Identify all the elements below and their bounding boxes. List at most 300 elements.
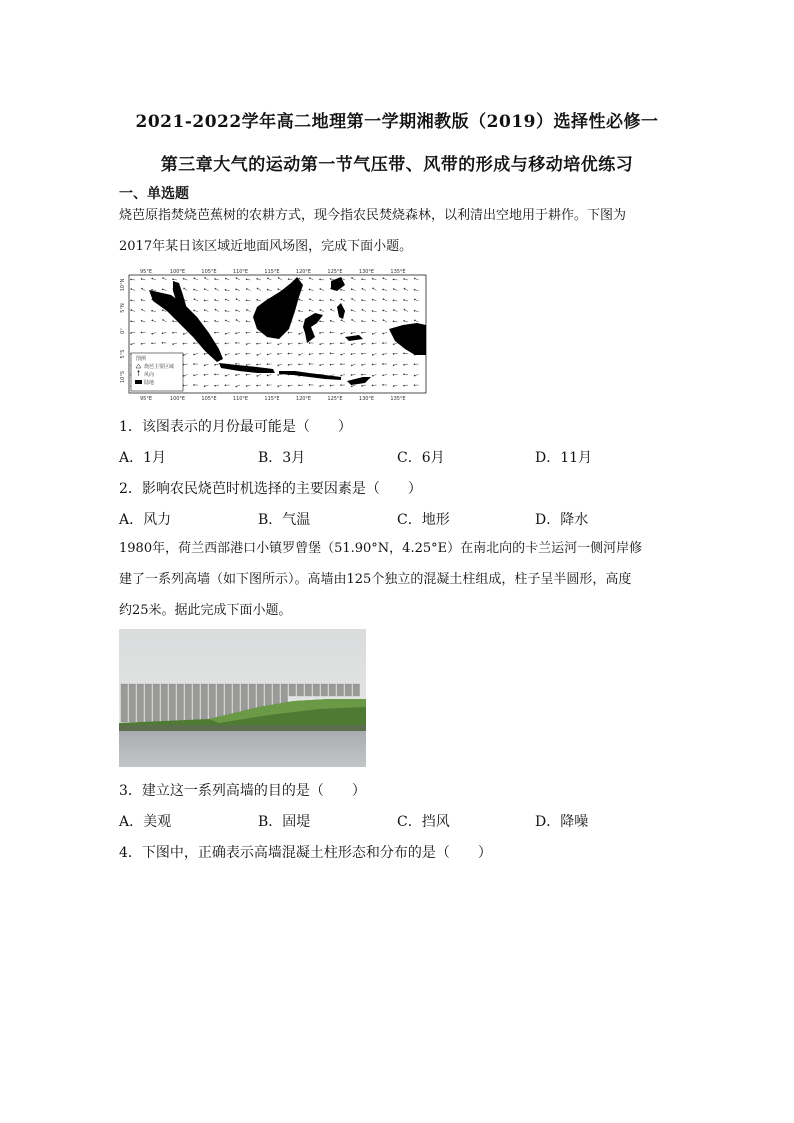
wind-field-map (119, 267, 431, 403)
concrete-pillar (337, 684, 344, 696)
wind-arrowhead (414, 299, 415, 300)
land-swatch-icon (135, 380, 142, 384)
wind-arrowhead (320, 288, 321, 289)
wind-arrowhead (351, 289, 352, 290)
wind-arrowhead (257, 288, 258, 289)
wind-arrowhead (309, 342, 310, 343)
wind-arrowhead (288, 353, 289, 354)
wind-arrowhead (404, 299, 405, 300)
wind-arrowhead (215, 309, 216, 310)
wind-arrowhead (340, 343, 341, 344)
wind-arrowhead (194, 299, 195, 300)
wind-arrowhead (215, 278, 216, 279)
question-1-option-b[interactable]: B．3月 (258, 450, 306, 466)
concrete-pillar (193, 684, 200, 722)
wind-arrowhead (204, 321, 205, 322)
wind-arrowhead (225, 375, 226, 376)
wind-arrowhead (246, 300, 247, 301)
wind-arrowhead (403, 385, 404, 386)
concrete-pillar (313, 684, 320, 696)
map-top-tick-label: 135°E (390, 269, 406, 275)
concrete-pillar (353, 684, 360, 696)
map-top-tick-label: 100°E (169, 269, 186, 275)
wind-arrowhead (152, 278, 153, 279)
wind-arrowhead (236, 278, 237, 279)
wind-arrowhead (393, 386, 394, 387)
wind-arrowhead (215, 288, 216, 289)
wind-arrowhead (320, 386, 321, 387)
map-bottom-tick-label: 110°E (232, 396, 249, 402)
wind-arrowhead (393, 344, 394, 345)
wind-arrowhead (246, 321, 247, 322)
wind-arrowhead (141, 278, 142, 279)
question-4-stem: 4．下图中，正确表示高墙混凝土柱形态和分布的是（ ） (119, 845, 492, 861)
wind-arrowhead (204, 365, 205, 366)
map-top-ticks (140, 269, 406, 275)
passage-2 (119, 533, 679, 626)
wind-arrowhead (172, 279, 173, 280)
wind-arrowhead (383, 278, 384, 279)
concrete-pillar (201, 684, 208, 722)
wind-arrowhead (246, 353, 247, 354)
wind-arrowhead (414, 278, 415, 279)
question-1-option-c[interactable]: C．6月 (397, 450, 445, 466)
concrete-pillar (305, 684, 312, 696)
passage-2-line-2: 建了一系列高墙（如下图所示）。高墙由125个独立的混凝土柱组成，柱子呈半圆形，高度 (119, 572, 632, 587)
wind-arrowhead (299, 299, 300, 300)
wind-arrowhead (256, 364, 257, 365)
map-bottom-tick-label: 120°E (295, 396, 312, 402)
concrete-pillar (145, 684, 152, 722)
wind-arrowhead (362, 309, 363, 310)
wind-arrowhead (362, 385, 363, 386)
concrete-pillar (289, 684, 296, 696)
wind-arrowhead (151, 310, 152, 311)
wind-arrowhead (162, 277, 163, 278)
passage-1-line-2: 2017年某日该区域近地面风场图，完成下面小题。 (119, 239, 413, 254)
wind-arrowhead (236, 319, 237, 320)
concrete-pillar (321, 684, 328, 696)
wind-arrowhead (131, 344, 132, 345)
wind-arrowhead (372, 310, 373, 311)
wind-arrowhead (204, 309, 205, 310)
wind-arrowhead (172, 332, 173, 333)
wind-arrowhead (351, 298, 352, 299)
wind-arrowhead (256, 343, 257, 344)
wind-arrowhead (130, 279, 131, 280)
wind-arrowhead (215, 320, 216, 321)
wind-arrowhead (330, 309, 331, 310)
wind-arrowhead (330, 320, 331, 321)
map-latitude-ticks (120, 278, 126, 383)
wind-arrowhead (235, 354, 236, 355)
wind-arrowhead (352, 319, 353, 320)
wind-arrowhead (404, 288, 405, 289)
wind-arrowhead (278, 365, 279, 366)
wind-arrowhead (288, 343, 289, 344)
question-1-stem: 1．该图表示的月份最可能是（ ） (119, 419, 352, 435)
wind-arrowhead (277, 374, 278, 375)
wind-arrowhead (235, 375, 236, 376)
wind-arrowhead (340, 289, 341, 290)
section-heading: 一、单选题 (119, 186, 189, 202)
wind-arrowhead (151, 289, 152, 290)
wind-arrowhead (288, 385, 289, 386)
wind-arrowhead (204, 353, 205, 354)
wind-arrowhead (236, 310, 237, 311)
wind-arrowhead (404, 320, 405, 321)
wind-arrowhead (362, 364, 363, 365)
wind-arrowhead (382, 384, 383, 385)
wind-arrowhead (309, 384, 310, 385)
wind-arrowhead (309, 278, 310, 279)
wind-arrowhead (362, 288, 363, 289)
wind-arrowhead (267, 364, 268, 365)
wind-arrowhead (215, 299, 216, 300)
wind-arrowhead (204, 300, 205, 301)
wind-arrowhead (236, 289, 237, 290)
wind-arrowhead (403, 353, 404, 354)
wind-arrowhead (373, 288, 374, 289)
wind-arrowhead (246, 374, 247, 375)
wind-arrowhead (141, 288, 142, 289)
wind-arrowhead (193, 343, 194, 344)
wind-arrowhead (246, 332, 247, 333)
wind-arrowhead (225, 310, 226, 311)
map-latitude-tick-label: 5°N (120, 303, 126, 313)
legend-item-burn-area: 烧芭主要区域 (144, 364, 175, 370)
wind-arrowhead (362, 320, 363, 321)
wind-arrowhead (320, 344, 321, 345)
legend-title: 图例 (136, 356, 147, 362)
concrete-pillar (329, 684, 336, 696)
wind-arrowhead (225, 278, 226, 279)
wind-arrowhead (351, 374, 352, 375)
wind-arrowhead (341, 320, 342, 321)
passage-2-line-3: 约25米。据此完成下面小题。 (119, 603, 292, 618)
question-2-stem: 2．影响农民烧芭时机选择的主要因素是（ ） (119, 481, 422, 497)
wind-arrowhead (278, 277, 279, 278)
wind-arrowhead (267, 289, 268, 290)
wind-arrowhead (257, 278, 258, 279)
wind-arrowhead (183, 278, 184, 279)
wind-arrowhead (298, 343, 299, 344)
wind-arrowhead (267, 384, 268, 385)
wind-arrowhead (225, 354, 226, 355)
wind-arrowhead (383, 310, 384, 311)
wind-arrowhead (193, 384, 194, 385)
question-2-option-a[interactable]: A．风力 (119, 512, 172, 528)
wind-arrowhead (341, 354, 342, 355)
wind-arrowhead (173, 344, 174, 345)
wind-arrowhead (393, 321, 394, 322)
wind-arrowhead (278, 289, 279, 290)
wind-arrowhead (151, 343, 152, 344)
wind-arrowhead (267, 354, 268, 355)
concrete-pillar (345, 684, 352, 696)
wind-arrowhead (393, 288, 394, 289)
wind-arrowhead (404, 278, 405, 279)
map-bottom-tick-label: 125°E (327, 396, 343, 402)
wind-arrowhead (183, 288, 184, 289)
wind-arrowhead (299, 320, 300, 321)
map-latitude-tick-label: 10°N (120, 278, 126, 292)
map-latitude-tick-label: 0° (120, 328, 126, 334)
wind-arrowhead (141, 299, 142, 300)
wind-arrowhead (256, 332, 257, 333)
wind-arrowhead (414, 320, 415, 321)
wind-arrowhead (131, 309, 132, 310)
wind-arrowhead (225, 333, 226, 334)
map-latitude-tick-label: 10°S (120, 370, 126, 384)
wind-arrowhead (361, 374, 362, 375)
wind-arrowhead (320, 309, 321, 310)
wind-arrowhead (298, 385, 299, 386)
wind-arrowhead (383, 333, 384, 334)
wind-arrowhead (319, 300, 320, 301)
wind-arrowhead (309, 299, 310, 300)
map-bottom-tick-label: 95°E (139, 396, 153, 402)
wind-arrowhead (372, 385, 373, 386)
wind-arrowhead (162, 333, 163, 334)
wind-arrowhead (204, 374, 205, 375)
map-bottom-tick-label: 130°E (358, 396, 375, 402)
wind-arrowhead (372, 278, 373, 279)
map-latitude-tick-label: 5°S (120, 349, 126, 359)
wind-arrowhead (225, 385, 226, 386)
passage-2-line-1: 1980年，荷兰西部港口小镇罗曾堡（51.90°N，4.25°E）在南北向的卡兰运河一侧河岸修 (119, 541, 643, 556)
wind-arrowhead (351, 310, 352, 311)
wind-arrowhead (393, 353, 394, 354)
map-bottom-tick-label: 135°E (390, 396, 406, 402)
question-1-option-a[interactable]: A．1月 (119, 450, 167, 466)
wind-arrowhead (298, 364, 299, 365)
concrete-pillar (169, 684, 176, 722)
concrete-pillar (185, 684, 192, 722)
wind-arrowhead (361, 353, 362, 354)
passage-1 (119, 200, 679, 262)
wind-arrowhead (309, 354, 310, 355)
wind-arrowhead (362, 343, 363, 344)
question-1-option-d[interactable]: D．11月 (535, 450, 593, 466)
wind-arrowhead (130, 321, 131, 322)
wind-arrowhead (372, 299, 373, 300)
wind-arrowhead (351, 344, 352, 345)
wind-arrowhead (372, 364, 373, 365)
wind-arrowhead (246, 288, 247, 289)
map-top-tick-label: 125°E (327, 269, 343, 275)
wind-arrowhead (403, 374, 404, 375)
wind-arrowhead (246, 279, 247, 280)
wind-arrowhead (341, 375, 342, 376)
wind-arrowhead (236, 386, 237, 387)
wind-arrowhead (414, 364, 415, 365)
wind-arrowhead (214, 374, 215, 375)
wind-arrowhead (257, 299, 258, 300)
wind-arrowhead (351, 333, 352, 334)
wind-arrowhead (393, 279, 394, 280)
wind-arrowhead (299, 333, 300, 334)
wind-arrowhead (330, 364, 331, 365)
map-top-tick-label: 115°E (264, 269, 280, 275)
wind-arrowhead (351, 365, 352, 366)
concrete-pillar (177, 684, 184, 722)
wind-arrowhead (393, 374, 394, 375)
wind-arrowhead (309, 363, 310, 364)
wind-arrowhead (341, 333, 342, 334)
wind-arrowhead (383, 320, 384, 321)
wind-arrowhead (330, 299, 331, 300)
wind-arrowhead (319, 279, 320, 280)
wind-arrowhead (194, 375, 195, 376)
wind-arrowhead (141, 332, 142, 333)
wind-arrowhead (246, 344, 247, 345)
wind-arrowhead (225, 299, 226, 300)
concrete-pillar (153, 684, 160, 722)
wind-arrowhead (393, 365, 394, 366)
map-bottom-ticks (140, 396, 406, 402)
wind-arrowhead (361, 332, 362, 333)
wind-arrowhead (383, 299, 384, 300)
wind-arrowhead (214, 332, 215, 333)
wind-arrowhead (267, 278, 268, 279)
shoreline (119, 725, 366, 731)
wind-arrowhead (194, 354, 195, 355)
wind-arrowhead (382, 342, 383, 343)
wind-arrowhead (340, 385, 341, 386)
wind-arrowhead (204, 289, 205, 290)
question-2-option-d[interactable]: D．降水 (535, 512, 589, 528)
wind-arrowhead (414, 289, 415, 290)
wind-arrowhead (141, 343, 142, 344)
wind-arrowhead (414, 375, 415, 376)
wind-arrowhead (382, 363, 383, 364)
wind-arrowhead (351, 277, 352, 278)
wind-arrowhead (225, 343, 226, 344)
wind-arrowhead (183, 333, 184, 334)
wind-arrowhead (267, 375, 268, 376)
wind-arrowhead (246, 385, 247, 386)
document-title-line-1: 2021-2022学年高二地理第一学期湘教版（2019）选择性必修一 (135, 112, 659, 132)
wind-arrowhead (193, 363, 194, 364)
map-legend (131, 353, 183, 391)
passage-1-line-1: 烧芭原指焚烧芭蕉树的农耕方式，现今指农民焚烧森林，以利清出空地用于耕作。下图为 (119, 208, 627, 223)
wind-arrowhead (330, 278, 331, 279)
wind-arrowhead (131, 288, 132, 289)
wind-arrowhead (330, 353, 331, 354)
wind-arrowhead (130, 332, 131, 333)
wind-arrowhead (194, 289, 195, 290)
question-3-option-c[interactable]: C．挡风 (397, 814, 450, 830)
wind-arrowhead (298, 310, 299, 311)
wind-arrowhead (214, 364, 215, 365)
wind-arrowhead (141, 320, 142, 321)
wind-arrowhead (183, 354, 184, 355)
question-3-option-a[interactable]: A．美观 (119, 814, 172, 830)
wind-arrowhead (372, 343, 373, 344)
wind-arrowhead (372, 375, 373, 376)
wind-arrowhead (257, 375, 258, 376)
wind-arrowhead (162, 289, 163, 290)
wind-arrowhead (288, 332, 289, 333)
wind-arrowhead (361, 279, 362, 280)
wind-arrowhead (225, 289, 226, 290)
map-top-tick-label: 110°E (232, 269, 249, 275)
document-title-line-2: 第三章大气的运动第一节气压带、风带的形成与移动培优练习 (160, 155, 634, 175)
wind-arrowhead (162, 310, 163, 311)
legend-item-wind: 风向 (144, 372, 155, 378)
wind-arrowhead (403, 364, 404, 365)
wind-arrowhead (214, 385, 215, 386)
question-3-option-d[interactable]: D．降噪 (535, 814, 589, 830)
concrete-wall-photo (119, 629, 366, 767)
question-2-option-b[interactable]: B．气温 (258, 512, 311, 528)
map-bottom-tick-label: 100°E (169, 396, 186, 402)
wind-arrowhead (162, 319, 163, 320)
wind-arrowhead (278, 344, 279, 345)
wind-arrowhead (256, 385, 257, 386)
wind-arrowhead (299, 354, 300, 355)
map-bottom-tick-label: 105°E (201, 396, 217, 402)
wind-arrowhead (288, 364, 289, 365)
wind-arrowhead (340, 364, 341, 365)
wind-arrowhead (309, 289, 310, 290)
wind-arrowhead (404, 309, 405, 310)
wind-arrowhead (162, 342, 163, 343)
wind-arrowhead (414, 385, 415, 386)
wind-arrowhead (225, 320, 226, 321)
wind-arrowhead (382, 375, 383, 376)
concrete-pillar (137, 684, 144, 722)
wind-arrowhead (183, 343, 184, 344)
wind-arrowhead (277, 353, 278, 354)
concrete-pillar (297, 684, 304, 696)
concrete-pillar (161, 684, 168, 722)
wind-arrowhead (362, 300, 363, 301)
wind-arrowhead (235, 333, 236, 334)
concrete-pillar (129, 684, 136, 722)
wind-arrowhead (309, 310, 310, 311)
wind-arrowhead (351, 354, 352, 355)
wind-arrowhead (330, 332, 331, 333)
wind-arrowhead (299, 278, 300, 279)
question-3-stem: 3．建立这一系列高墙的目的是（ ） (119, 783, 366, 799)
wind-arrowhead (257, 354, 258, 355)
wind-arrowhead (330, 343, 331, 344)
map-top-tick-label: 130°E (358, 269, 375, 275)
wind-arrowhead (351, 386, 352, 387)
wind-arrowhead (341, 299, 342, 300)
wind-arrowhead (152, 320, 153, 321)
question-3-option-b[interactable]: B．固堤 (258, 814, 311, 830)
wind-arrowhead (267, 343, 268, 344)
map-top-tick-label: 120°E (295, 269, 312, 275)
wind-arrowhead (183, 375, 184, 376)
wind-arrowhead (330, 385, 331, 386)
wind-arrowhead (288, 279, 289, 280)
wind-arrowhead (194, 278, 195, 279)
wind-arrowhead (235, 342, 236, 343)
wind-arrowhead (393, 300, 394, 301)
wind-arrowhead (319, 321, 320, 322)
map-top-tick-label: 95°E (139, 269, 153, 275)
wind-arrowhead (246, 309, 247, 310)
question-2-option-c[interactable]: C．地形 (397, 512, 450, 528)
wind-arrowhead (204, 386, 205, 387)
wind-arrowhead (383, 289, 384, 290)
wind-arrowhead (141, 309, 142, 310)
wind-arrowhead (246, 365, 247, 366)
